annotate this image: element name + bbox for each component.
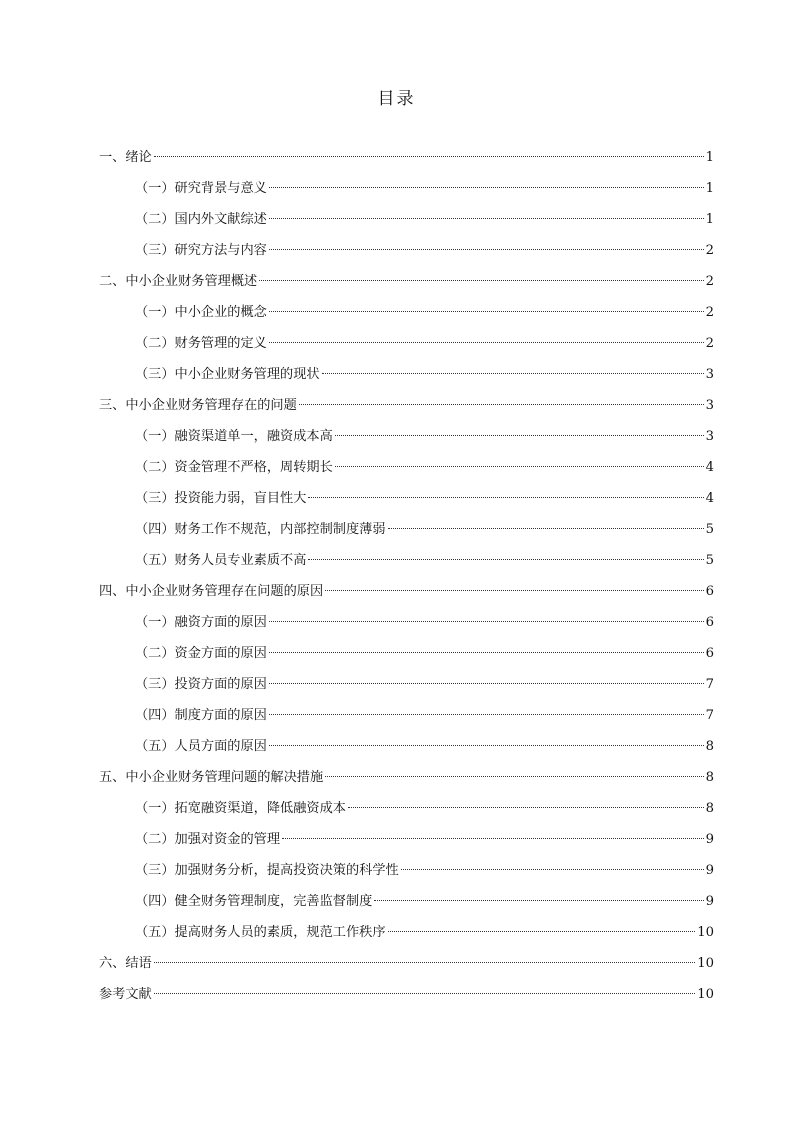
toc-entry-label: （三）加强财务分析，提高投资决策的科学性 — [135, 863, 399, 878]
toc-page-number: 8 — [705, 739, 714, 754]
toc-page-number: 3 — [705, 429, 714, 444]
toc-page-number: 7 — [705, 677, 714, 692]
toc-entry-label: 参考文献 — [99, 987, 152, 1002]
toc-entry-label: （三）投资能力弱，盲目性大 — [135, 491, 307, 506]
toc-entry-label: 六、结语 — [99, 956, 152, 971]
toc-section-entry[interactable] — [99, 638, 714, 669]
toc-entry-label: （二）加强对资金的管理 — [135, 832, 281, 847]
toc-chapter-entry[interactable] — [99, 762, 714, 793]
toc-section-entry[interactable] — [99, 514, 714, 545]
toc-chapter-entry[interactable] — [99, 948, 714, 979]
toc-page-number: 8 — [705, 770, 714, 785]
toc-dot-leader — [269, 311, 704, 312]
toc-entry-label: （四）健全财务管理制度，完善监督制度 — [135, 894, 373, 909]
toc-entry-label: （五）财务人员专业素质不高 — [135, 553, 307, 568]
toc-title: 目录 — [377, 89, 416, 109]
toc-entry-label: （三）研究方法与内容 — [135, 243, 267, 258]
toc-page-number: 1 — [705, 212, 714, 227]
toc-entry-label: （一）中小企业的概念 — [135, 305, 267, 320]
toc-page-number: 6 — [705, 584, 714, 599]
toc-entry-label: （五）人员方面的原因 — [135, 739, 267, 754]
toc-dot-leader — [269, 218, 704, 219]
toc-page-number: 3 — [705, 367, 714, 382]
toc-chapter-entry[interactable] — [99, 979, 714, 1010]
toc-page-number: 1 — [705, 150, 714, 165]
toc-dot-leader — [308, 559, 703, 560]
toc-page-number: 5 — [705, 553, 714, 568]
toc-dot-leader — [154, 993, 695, 994]
toc-section-entry[interactable] — [99, 824, 714, 855]
toc-page-number: 3 — [705, 398, 714, 413]
toc-page-number: 10 — [697, 925, 714, 940]
toc-page-number: 9 — [705, 894, 714, 909]
toc-dot-leader — [299, 404, 704, 405]
toc-dot-leader — [388, 528, 704, 529]
toc-page-number: 2 — [705, 274, 714, 289]
toc-entry-label: （一）拓宽融资渠道，降低融资成本 — [135, 801, 346, 816]
toc-page-number: 8 — [705, 801, 714, 816]
toc-dot-leader — [259, 280, 703, 281]
toc-dot-leader — [269, 714, 704, 715]
toc-dot-leader — [308, 497, 703, 498]
toc-dot-leader — [269, 683, 704, 684]
toc-page-number: 6 — [705, 646, 714, 661]
toc-entry-label: （五）提高财务人员的素质，规范工作秩序 — [135, 925, 386, 940]
toc-section-entry[interactable] — [99, 359, 714, 390]
toc-section-entry[interactable] — [99, 421, 714, 452]
toc-dot-leader — [325, 590, 703, 591]
toc-section-entry[interactable] — [99, 235, 714, 266]
toc-dot-leader — [335, 435, 704, 436]
toc-page-number: 9 — [705, 863, 714, 878]
toc-dot-leader — [269, 187, 704, 188]
toc-dot-leader — [269, 745, 704, 746]
toc-dot-leader — [388, 931, 696, 932]
toc-entry-label: （二）资金管理不严格，周转期长 — [135, 460, 333, 475]
toc-section-entry[interactable] — [99, 452, 714, 483]
toc-entry-label: 五、中小企业财务管理问题的解决措施 — [99, 770, 324, 785]
toc-section-entry[interactable] — [99, 607, 714, 638]
toc-entry-label: （一）融资渠道单一，融资成本高 — [135, 429, 333, 444]
toc-entry-label: （一）研究背景与意义 — [135, 181, 267, 196]
toc-entry-label: （三）中小企业财务管理的现状 — [135, 367, 320, 382]
toc-dot-leader — [154, 962, 695, 963]
toc-page-number: 7 — [705, 708, 714, 723]
toc-entry-label: 二、中小企业财务管理概述 — [99, 274, 258, 289]
toc-section-entry[interactable] — [99, 669, 714, 700]
toc-dot-leader — [325, 776, 703, 777]
toc-page-number: 10 — [697, 956, 714, 971]
toc-section-entry[interactable] — [99, 204, 714, 235]
toc-dot-leader — [322, 373, 704, 374]
toc-chapter-entry[interactable] — [99, 576, 714, 607]
toc-entry-label: （一）融资方面的原因 — [135, 615, 267, 630]
toc-entry-label: （四）财务工作不规范，内部控制制度薄弱 — [135, 522, 386, 537]
toc-page-number: 4 — [705, 491, 714, 506]
toc-dot-leader — [401, 869, 704, 870]
toc-section-entry[interactable] — [99, 917, 714, 948]
toc-dot-leader — [348, 807, 704, 808]
toc-entry-label: （二）财务管理的定义 — [135, 336, 267, 351]
toc-dot-leader — [154, 156, 704, 157]
toc-dot-leader — [374, 900, 703, 901]
toc-dot-leader — [269, 249, 704, 250]
toc-page-number: 6 — [705, 615, 714, 630]
toc-entry-label: （二）国内外文献综述 — [135, 212, 267, 227]
toc-section-entry[interactable] — [99, 483, 714, 514]
toc-section-entry[interactable] — [99, 793, 714, 824]
toc-page-number: 10 — [697, 987, 714, 1002]
toc-section-entry[interactable] — [99, 328, 714, 359]
toc-entry-label: 一、绪论 — [99, 150, 152, 165]
toc-chapter-entry[interactable] — [99, 390, 714, 421]
toc-page-number: 2 — [705, 336, 714, 351]
toc-dot-leader — [269, 652, 704, 653]
toc-section-entry[interactable] — [99, 731, 714, 762]
toc-entry-label: （四）制度方面的原因 — [135, 708, 267, 723]
toc-page-number: 1 — [705, 181, 714, 196]
toc-section-entry[interactable] — [99, 700, 714, 731]
toc-page-number: 5 — [705, 522, 714, 537]
toc-entry-label: 四、中小企业财务管理存在问题的原因 — [99, 584, 324, 599]
toc-page-number: 2 — [705, 243, 714, 258]
toc-dot-leader — [335, 466, 704, 467]
toc-chapter-entry[interactable] — [99, 142, 714, 173]
toc-section-entry[interactable] — [99, 173, 714, 204]
toc-dot-leader — [282, 838, 704, 839]
toc-entry-label: 三、中小企业财务管理存在的问题 — [99, 398, 297, 413]
toc-entry-label: （二）资金方面的原因 — [135, 646, 267, 661]
table-of-contents — [99, 142, 714, 1010]
toc-page-number: 2 — [705, 305, 714, 320]
toc-page-number: 9 — [705, 832, 714, 847]
toc-section-entry[interactable] — [99, 297, 714, 328]
toc-page-number: 4 — [705, 460, 714, 475]
toc-section-entry[interactable] — [99, 886, 714, 917]
toc-dot-leader — [269, 621, 704, 622]
toc-chapter-entry[interactable] — [99, 266, 714, 297]
toc-section-entry[interactable] — [99, 855, 714, 886]
toc-section-entry[interactable] — [99, 545, 714, 576]
toc-entry-label: （三）投资方面的原因 — [135, 677, 267, 692]
toc-dot-leader — [269, 342, 704, 343]
